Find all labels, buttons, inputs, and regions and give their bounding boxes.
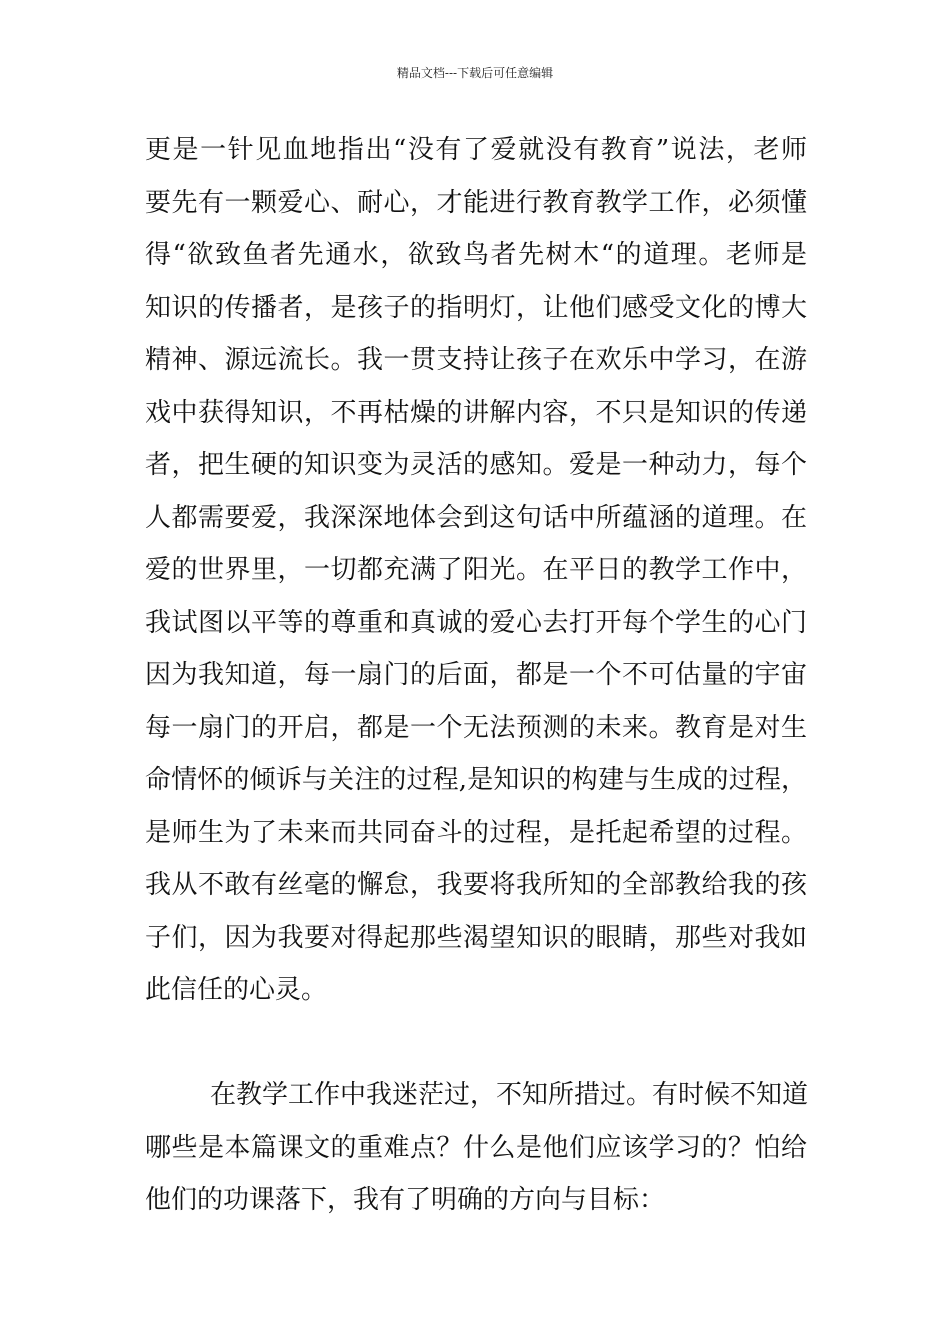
text-line: 者，把生硬的知识变为灵活的感知。爱是一种动力，每个 <box>145 450 807 480</box>
paragraph-gap <box>145 1017 807 1070</box>
text-line: 命情怀的倾诉与关注的过程,是知识的构建与生成的过程， <box>145 765 807 795</box>
text-line: 他们的功课落下，我有了明确的方向与目标： <box>145 1185 666 1215</box>
paragraph-1 <box>145 124 807 1017</box>
paragraph-2 <box>145 1069 807 1227</box>
page-header: 精品文档---下载后可任意编辑 <box>396 66 554 80</box>
text-line: 要先有一颗爱心、耐心，才能进行教育教学工作，必须懂 <box>145 187 807 218</box>
text-line: 精神、源远流长。我一贯支持让孩子在欢乐中学习，在游 <box>145 345 807 375</box>
text-line: 是师生为了未来而共同奋斗的过程，是托起希望的过程。 <box>145 817 807 848</box>
text-line: 每一扇门的开启，都是一个无法预测的未来。教育是对生 <box>145 712 807 743</box>
text-line: 我从不敢有丝毫的懈怠，我要将我所知的全部教给我的孩 <box>145 870 807 900</box>
text-line: 我试图以平等的尊重和真诚的爱心去打开每个学生的心门 <box>145 607 807 638</box>
text-line: 人都需要爱，我深深地体会到这句话中所蕴涵的道理。在 <box>145 502 807 533</box>
text-line: 知识的传播者，是孩子的指明灯，让他们感受文化的博大 <box>145 292 807 323</box>
text-line: 更是一针见血地指出“没有了爱就没有教育”说法，老师 <box>145 135 807 165</box>
text-line: 子们，因为我要对得起那些渴望知识的眼睛，那些对我如 <box>145 922 807 953</box>
text-line: 此信任的心灵。 <box>145 975 328 1005</box>
text-line: 爱的世界里，一切都充满了阳光。在平日的教学工作中， <box>145 555 807 585</box>
text-line: 戏中获得知识，不再枯燥的讲解内容，不只是知识的传递 <box>145 397 807 428</box>
text-line: 因为我知道，每一扇门的后面，都是一个不可估量的宇宙 <box>145 660 807 690</box>
text-line: 得“欲致鱼者先通水，欲致鸟者先树木“的道理。老师是 <box>145 240 807 270</box>
text-line: 在教学工作中我迷茫过，不知所措过。有时候不知道 <box>210 1080 809 1110</box>
text-line: 哪些是本篇课文的重难点？什么是他们应该学习的？怕给 <box>145 1132 807 1163</box>
document-body <box>145 124 807 1227</box>
